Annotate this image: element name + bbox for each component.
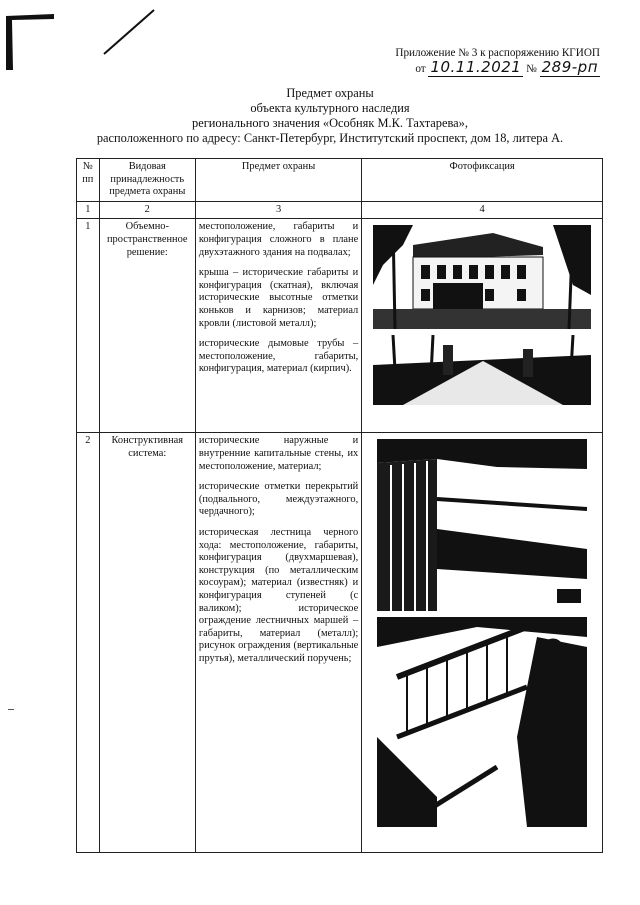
header-num: № пп: [77, 159, 100, 202]
row-photos: [362, 219, 603, 433]
row-category: Конструктивная система:: [99, 433, 195, 853]
building-facade-photo: [373, 225, 591, 329]
list-item: историческая лестница черного хода: местоположение, габариты, конфигурация (двухмаршевая), конструкция (по металлическим косоурам); материал (известняк) и конфигурация ступеней (с валиком); историческое ограждение лестничных маршей – габариты, материал (металл); рисунок ограждения (вертикальные прутья), металлический поручень;: [198, 526, 359, 664]
list-item: крыша – исторические габариты и конфигурация (скатная), включая исторические высотные отметки коньков и карнизов; материал кровли (листовой металл);: [198, 267, 359, 329]
table-row: [77, 219, 603, 433]
row-items: [195, 433, 361, 853]
table-header-row: [77, 159, 603, 202]
handwritten-date: 10.11.2021: [430, 58, 522, 76]
date-number-line: от 10.11.2021 № 289-рп: [415, 58, 598, 76]
railing-photo: [377, 617, 587, 827]
row-num: 2: [77, 433, 100, 853]
list-item: местоположение, габариты и конфигурация сложного в плане двухэтажного здания на подвалах;: [198, 221, 359, 258]
handwritten-number: 289-рп: [541, 58, 598, 76]
staircase-photo: [377, 439, 587, 611]
appendix-line: Приложение № 3 к распоряжению КГИОП: [395, 47, 600, 59]
document-title: Предмет охраны объекта культурного наследия регионального значения «Особняк М.К. Тахтарева», расположенного по адресу: Санкт-Петербург, Институтский проспект, дом 18, литера А.: [96, 86, 564, 145]
row-num: 1: [77, 219, 100, 433]
appendix-header: [395, 46, 600, 76]
row-items: [195, 219, 361, 433]
corner-stamp-mark: [4, 6, 164, 76]
row-category: Объемно-пространственное решение:: [99, 219, 195, 433]
table-row: [77, 433, 603, 853]
margin-mark: [8, 709, 14, 710]
list-item: исторические дымовые трубы – местоположение, габариты, конфигурация, материал (кирпич).: [198, 338, 359, 375]
list-item: исторические отметки перекрытий (подвального, междуэтажного, чердачного);: [198, 481, 359, 518]
list-item: исторические наружные и внутренние капитальные стены, их местоположение, материал;: [198, 435, 359, 472]
header-subject: Предмет охраны: [195, 159, 361, 202]
header-category: Видовая принадлежность предмета охраны: [99, 159, 195, 202]
column-number-row: 1 2 3 4: [77, 201, 603, 219]
row-photos: [362, 433, 603, 853]
protection-subject-table: [76, 158, 603, 853]
header-photo: Фотофиксация: [362, 159, 603, 202]
roof-chimney-photo: [373, 335, 591, 405]
